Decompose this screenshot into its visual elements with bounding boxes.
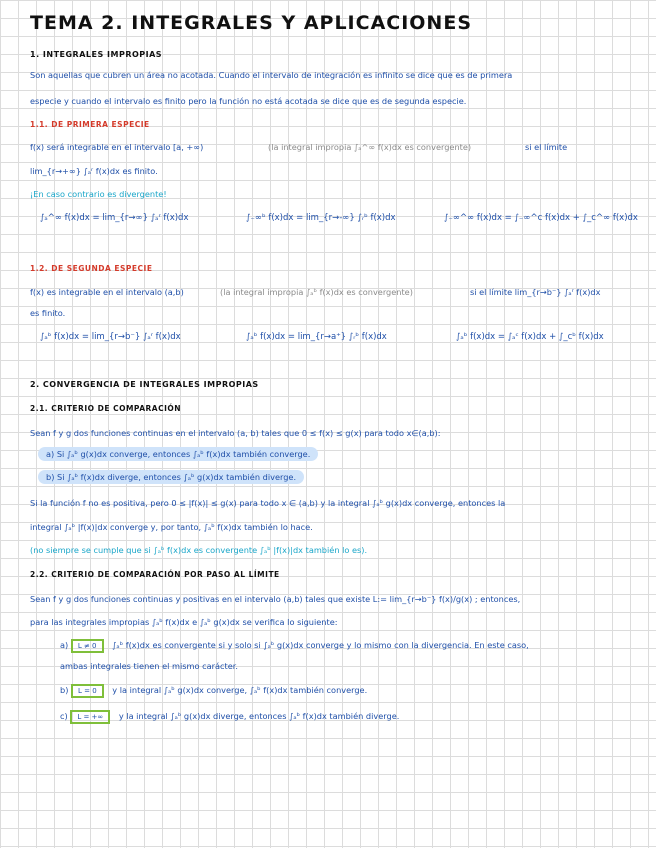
page-title: TEMA 2. INTEGRALES Y APLICACIONES bbox=[30, 12, 473, 34]
subsection-1-1-line-1c: si el límite bbox=[525, 142, 568, 152]
case-b-text: y la integral ∫ₐᵇ g(x)dx converge, ∫ₐᵇ f(x)dx también converge. bbox=[112, 685, 368, 695]
formula-1-2-b: ∫ₐᵇ f(x)dx = lim_{r→a⁺} ∫ᵣᵇ f(x)dx bbox=[246, 332, 387, 342]
subsection-1-1-heading: 1.1. DE PRIMERA ESPECIE bbox=[30, 120, 150, 129]
case-c-box: L = +∞ bbox=[70, 710, 110, 724]
case-a-text-2: ambas integrales tienen el mismo carácter. bbox=[60, 661, 238, 671]
section-2-heading: 2. CONVERGENCIA DE INTEGRALES IMPROPIAS bbox=[30, 380, 259, 389]
subsection-2-2-heading: 2.2. CRITERIO DE COMPARACIÓN POR PASO AL LÍMITE bbox=[30, 570, 280, 579]
subsection-1-1-line-1b: (la integral impropia ∫ₐ^∞ f(x)dx es convergente) bbox=[268, 142, 472, 152]
criterion-a-highlight: a) Si ∫ₐᵇ g(x)dx converge, entonces ∫ₐᵇ f(x)dx también converge. bbox=[38, 447, 318, 461]
case-a-text: ∫ₐᵇ f(x)dx es convergente si y solo si ∫ₐᵇ g(x)dx converge y lo mismo con la divergencia. En este caso, bbox=[112, 640, 529, 650]
section-1-intro-line-1: Son aquellas que cubren un área no acotada. Cuando el intervalo de integración es infinito se dice que es de primera bbox=[30, 70, 513, 80]
subsection-1-1-line-3: ¡En caso contrario es divergente! bbox=[30, 189, 167, 199]
subsection-2-2-line-2: para las integrales impropias ∫ₐᵇ f(x)dx e ∫ₐᵇ g(x)dx se verifica lo siguiente: bbox=[30, 617, 338, 627]
subsection-2-2-line-1: Sean f y g dos funciones continuas y positivas en el intervalo (a,b) tales que existe L:= lim_{r→b⁻} f(x)/g(x) ; entonces, bbox=[30, 594, 521, 604]
case-a-label: a) bbox=[60, 640, 69, 650]
case-c-text: y la integral ∫ₐᵇ g(x)dx diverge, entonces ∫ₐᵇ f(x)dx también diverge. bbox=[118, 711, 400, 721]
section-1-heading: 1. INTEGRALES IMPROPIAS bbox=[30, 50, 163, 59]
subsection-2-1-line-1: Sean f y g dos funciones continuas en el intervalo (a, b) tales que 0 ≤ f(x) ≤ g(x) para todo x∈(a,b): bbox=[30, 428, 441, 438]
formula-1-1-b: ∫₋∞ᵇ f(x)dx = lim_{r→-∞} ∫ᵣᵇ f(x)dx bbox=[246, 213, 396, 223]
subsection-1-1-line-1a: f(x) será integrable en el intervalo [a, +∞) bbox=[30, 142, 204, 152]
criterion-b-highlight: b) Si ∫ₐᵇ f(x)dx diverge, entonces ∫ₐᵇ g(x)dx también diverge. bbox=[38, 470, 304, 484]
subsection-2-1-heading: 2.1. CRITERIO DE COMPARACIÓN bbox=[30, 404, 182, 413]
formula-1-2-a: ∫ₐᵇ f(x)dx = lim_{r→b⁻} ∫ₐʳ f(x)dx bbox=[40, 332, 181, 342]
case-a-box: L ≠ 0 bbox=[71, 639, 104, 653]
case-c-row bbox=[60, 710, 399, 724]
case-b-label: b) bbox=[60, 685, 69, 695]
subsection-1-2-line-2: es finito. bbox=[30, 308, 66, 318]
case-c-label: c) bbox=[60, 711, 68, 721]
subsection-2-1-line-3: integral ∫ₐᵇ |f(x)|dx converge y, por tanto, ∫ₐᵇ f(x)dx también lo hace. bbox=[30, 522, 313, 532]
case-b-row bbox=[60, 684, 367, 698]
subsection-1-2-line-1c: si el límite lim_{r→b⁻} ∫ₐʳ f(x)dx bbox=[470, 287, 601, 297]
case-a-row bbox=[60, 639, 529, 653]
section-1-intro-line-2: especie y cuando el intervalo es finito pero la función no está acotada se dice que es de segunda especie. bbox=[30, 96, 467, 106]
subsection-1-2-line-1a: f(x) es integrable en el intervalo (a,b) bbox=[30, 287, 184, 297]
subsection-1-2-heading: 1.2. DE SEGUNDA ESPECIE bbox=[30, 264, 153, 273]
case-b-box: L = 0 bbox=[71, 684, 104, 698]
subsection-1-2-line-1b: (la integral impropia ∫ₐᵇ f(x)dx es convergente) bbox=[220, 287, 413, 297]
subsection-1-1-line-2: lim_{r→+∞} ∫ₐʳ f(x)dx es finito. bbox=[30, 166, 158, 176]
formula-1-1-c: ∫₋∞^∞ f(x)dx = ∫₋∞^c f(x)dx + ∫_c^∞ f(x)dx bbox=[444, 213, 638, 223]
formula-1-2-c: ∫ₐᵇ f(x)dx = ∫ₐᶜ f(x)dx + ∫_cᵇ f(x)dx bbox=[456, 332, 604, 342]
subsection-2-1-line-2: Si la función f no es positiva, pero 0 ≤ |f(x)| ≤ g(x) para todo x ∈ (a,b) y la integral ∫ₐᵇ g(x)dx converge, entonces la bbox=[30, 498, 506, 508]
subsection-2-1-note: (no siempre se cumple que si ∫ₐᵇ f(x)dx es convergente ∫ₐᵇ |f(x)|dx también lo es). bbox=[30, 545, 368, 555]
formula-1-1-a: ∫ₐ^∞ f(x)dx = lim_{r→∞} ∫ₐʳ f(x)dx bbox=[40, 213, 189, 223]
